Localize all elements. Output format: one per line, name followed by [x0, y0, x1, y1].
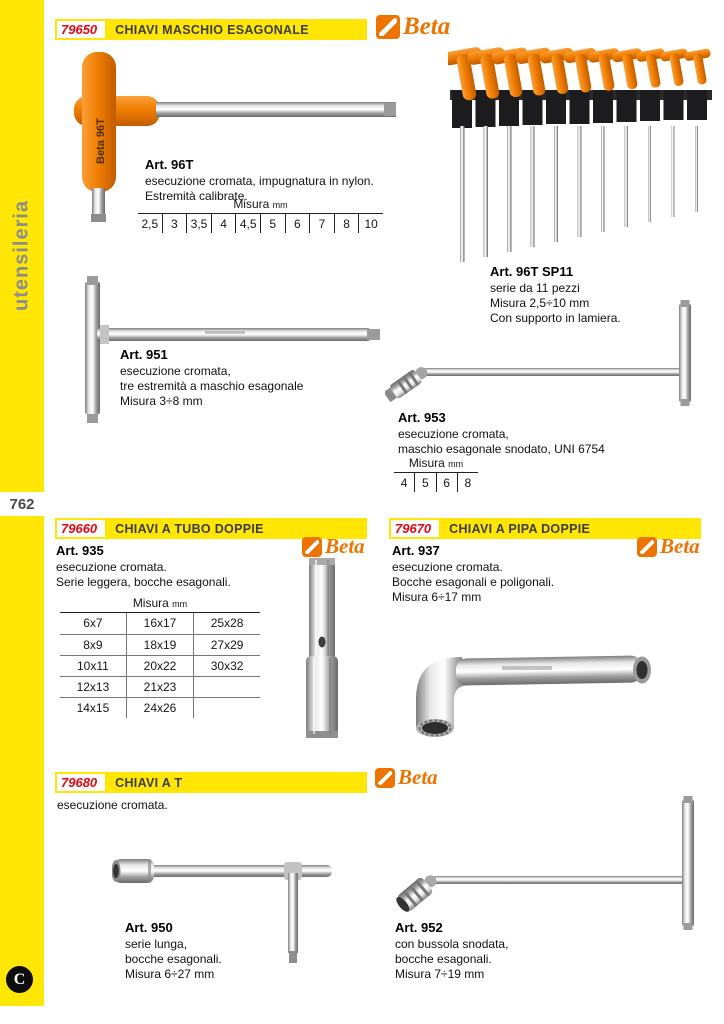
article-name: Art. 951 — [120, 347, 168, 362]
article-desc: Misura 6÷17 mm — [392, 590, 482, 604]
art-951-info — [120, 347, 370, 409]
beta-logo — [302, 536, 365, 557]
measure-label: Misura — [408, 456, 445, 470]
article-name: Art. 935 — [56, 543, 104, 558]
art-953-size-table — [394, 456, 478, 492]
size-cell: 8 — [334, 214, 359, 233]
section-title-79680: CHIAVI A T — [115, 775, 183, 790]
article-name: Art. 96T SP11 — [490, 264, 574, 279]
section-title-79660: CHIAVI A TUBO DOPPIE — [115, 521, 264, 536]
article-desc: Bocche esagonali e poligonali. — [392, 575, 555, 589]
size-cell: 4 — [400, 476, 408, 490]
article-desc: tre estremità a maschio esagonale — [120, 379, 304, 393]
article-desc: serie da 11 pezzi — [490, 281, 580, 295]
size-cell: 2,5 — [141, 217, 159, 231]
art-937-info — [392, 543, 632, 605]
sidebar-category-label: utensileria — [10, 199, 33, 311]
art-96t-sp11-product-image — [448, 36, 714, 268]
size-cell: 6x7 — [60, 613, 126, 634]
size-cell: 16x17 — [126, 613, 193, 634]
art-952-product-image — [388, 792, 720, 934]
size-cell: 4 — [211, 214, 236, 233]
size-cell: 14x15 — [60, 697, 126, 718]
size-cell: 8 — [457, 473, 478, 492]
size-cell — [194, 697, 260, 718]
art-935-product-image — [294, 556, 354, 742]
size-grid-row — [60, 613, 260, 634]
size-cell: 6 — [436, 473, 457, 492]
size-cell: 3,5 — [186, 214, 211, 233]
size-cell: 30x32 — [194, 655, 260, 676]
section-intro-text: esecuzione cromata. — [57, 798, 168, 812]
size-grid-row — [60, 634, 260, 655]
size-row — [138, 214, 383, 233]
art-950-info — [125, 920, 325, 982]
beta-icon — [376, 15, 400, 39]
size-grid-row — [60, 676, 260, 697]
size-cell — [194, 676, 260, 697]
art-953-info — [398, 410, 678, 457]
art-935-info — [56, 543, 286, 590]
article-desc: Misura 2,5÷10 mm — [490, 296, 590, 310]
beta-icon — [302, 537, 322, 557]
section-code-79680: 79680 — [57, 774, 105, 791]
measure-title — [394, 456, 478, 473]
article-desc: esecuzione cromata. — [392, 560, 503, 574]
article-name: Art. 937 — [392, 543, 440, 558]
article-name: Art. 953 — [398, 410, 446, 425]
article-desc: Misura 7÷19 mm — [395, 967, 485, 981]
section-code-79660: 79660 — [57, 520, 105, 537]
beta-logo-text: Beta — [403, 13, 451, 40]
size-cell: 21x23 — [126, 676, 193, 697]
section-code-79650: 79650 — [57, 21, 105, 38]
size-cell: 4,5 — [235, 214, 260, 233]
article-desc: bocche esagonali. — [395, 952, 492, 966]
article-desc: Serie leggera, bocche esagonali. — [56, 575, 231, 589]
handle-label: Beta 96T — [95, 118, 107, 164]
c-logo-icon — [6, 966, 33, 993]
art-937-product-image — [392, 628, 672, 753]
article-desc: esecuzione cromata, — [398, 427, 509, 441]
measure-label: Misura — [132, 596, 169, 610]
size-cell: 8x9 — [60, 634, 126, 655]
size-cell: 5 — [414, 473, 435, 492]
size-grid-row — [60, 655, 260, 676]
section-header-79680 — [55, 772, 367, 793]
size-cell: 5 — [260, 214, 285, 233]
size-cell: 7 — [309, 214, 334, 233]
art-953-product-image — [385, 298, 717, 406]
article-desc: esecuzione cromata, — [120, 364, 231, 378]
section-header-79650 — [55, 19, 367, 40]
article-name: Art. 952 — [395, 920, 443, 935]
size-cell: 3 — [162, 214, 187, 233]
article-desc: Con supporto in lamiera. — [490, 311, 621, 325]
measure-unit: mm — [272, 200, 288, 210]
beta-logo-text: Beta — [660, 534, 700, 558]
article-desc: bocche esagonali. — [125, 952, 222, 966]
section-title-79670: CHIAVI A PIPA DOPPIE — [449, 521, 591, 536]
measure-label: Misura — [233, 197, 270, 211]
measure-title — [60, 596, 260, 613]
article-name: Art. 950 — [125, 920, 173, 935]
article-desc: serie lunga, — [125, 937, 188, 951]
beta-logo-text: Beta — [398, 765, 438, 789]
c-logo-letter: C — [13, 970, 26, 988]
size-cell: 10x11 — [60, 655, 126, 676]
article-desc: maschio esagonale snodato, UNI 6754 — [398, 442, 605, 456]
size-cell: 27x29 — [194, 634, 260, 655]
beta-logo — [637, 536, 700, 557]
article-desc: esecuzione cromata, impugnatura in nylon. — [145, 174, 374, 188]
beta-logo — [375, 767, 438, 788]
beta-logo-text: Beta — [325, 534, 365, 558]
size-cell: 20x22 — [126, 655, 193, 676]
measure-title — [138, 197, 383, 214]
article-desc: Misura 6÷27 mm — [125, 967, 215, 981]
size-cell: 18x19 — [126, 634, 193, 655]
size-grid-row — [60, 697, 260, 718]
section-code-79670: 79670 — [391, 520, 439, 537]
size-cell: 12x13 — [60, 676, 126, 697]
art-935-size-table — [60, 596, 260, 718]
article-desc: con bussola snodata, — [395, 937, 509, 951]
art-96t-size-table — [138, 197, 383, 233]
article-desc: Misura 3÷8 mm — [120, 394, 203, 408]
beta-icon — [375, 768, 395, 788]
size-cell: 25x28 — [194, 613, 260, 634]
art-952-info — [395, 920, 615, 982]
size-grid — [60, 613, 260, 718]
article-name: Art. 96T — [145, 157, 194, 172]
measure-unit: mm — [172, 599, 188, 609]
measure-unit: mm — [448, 459, 464, 469]
section-title-79650: CHIAVI MASCHIO ESAGONALE — [115, 22, 309, 37]
article-desc: esecuzione cromata. — [56, 560, 167, 574]
article-desc: Estremità calibrate. — [145, 189, 248, 203]
section-79680-intro — [57, 798, 257, 813]
size-cell: 24x26 — [126, 697, 193, 718]
size-cell: 6 — [285, 214, 310, 233]
size-cell: 10 — [358, 214, 383, 233]
page-number: 762 — [0, 492, 44, 516]
beta-logo — [376, 14, 450, 39]
beta-icon — [637, 537, 657, 557]
size-row — [394, 473, 478, 492]
